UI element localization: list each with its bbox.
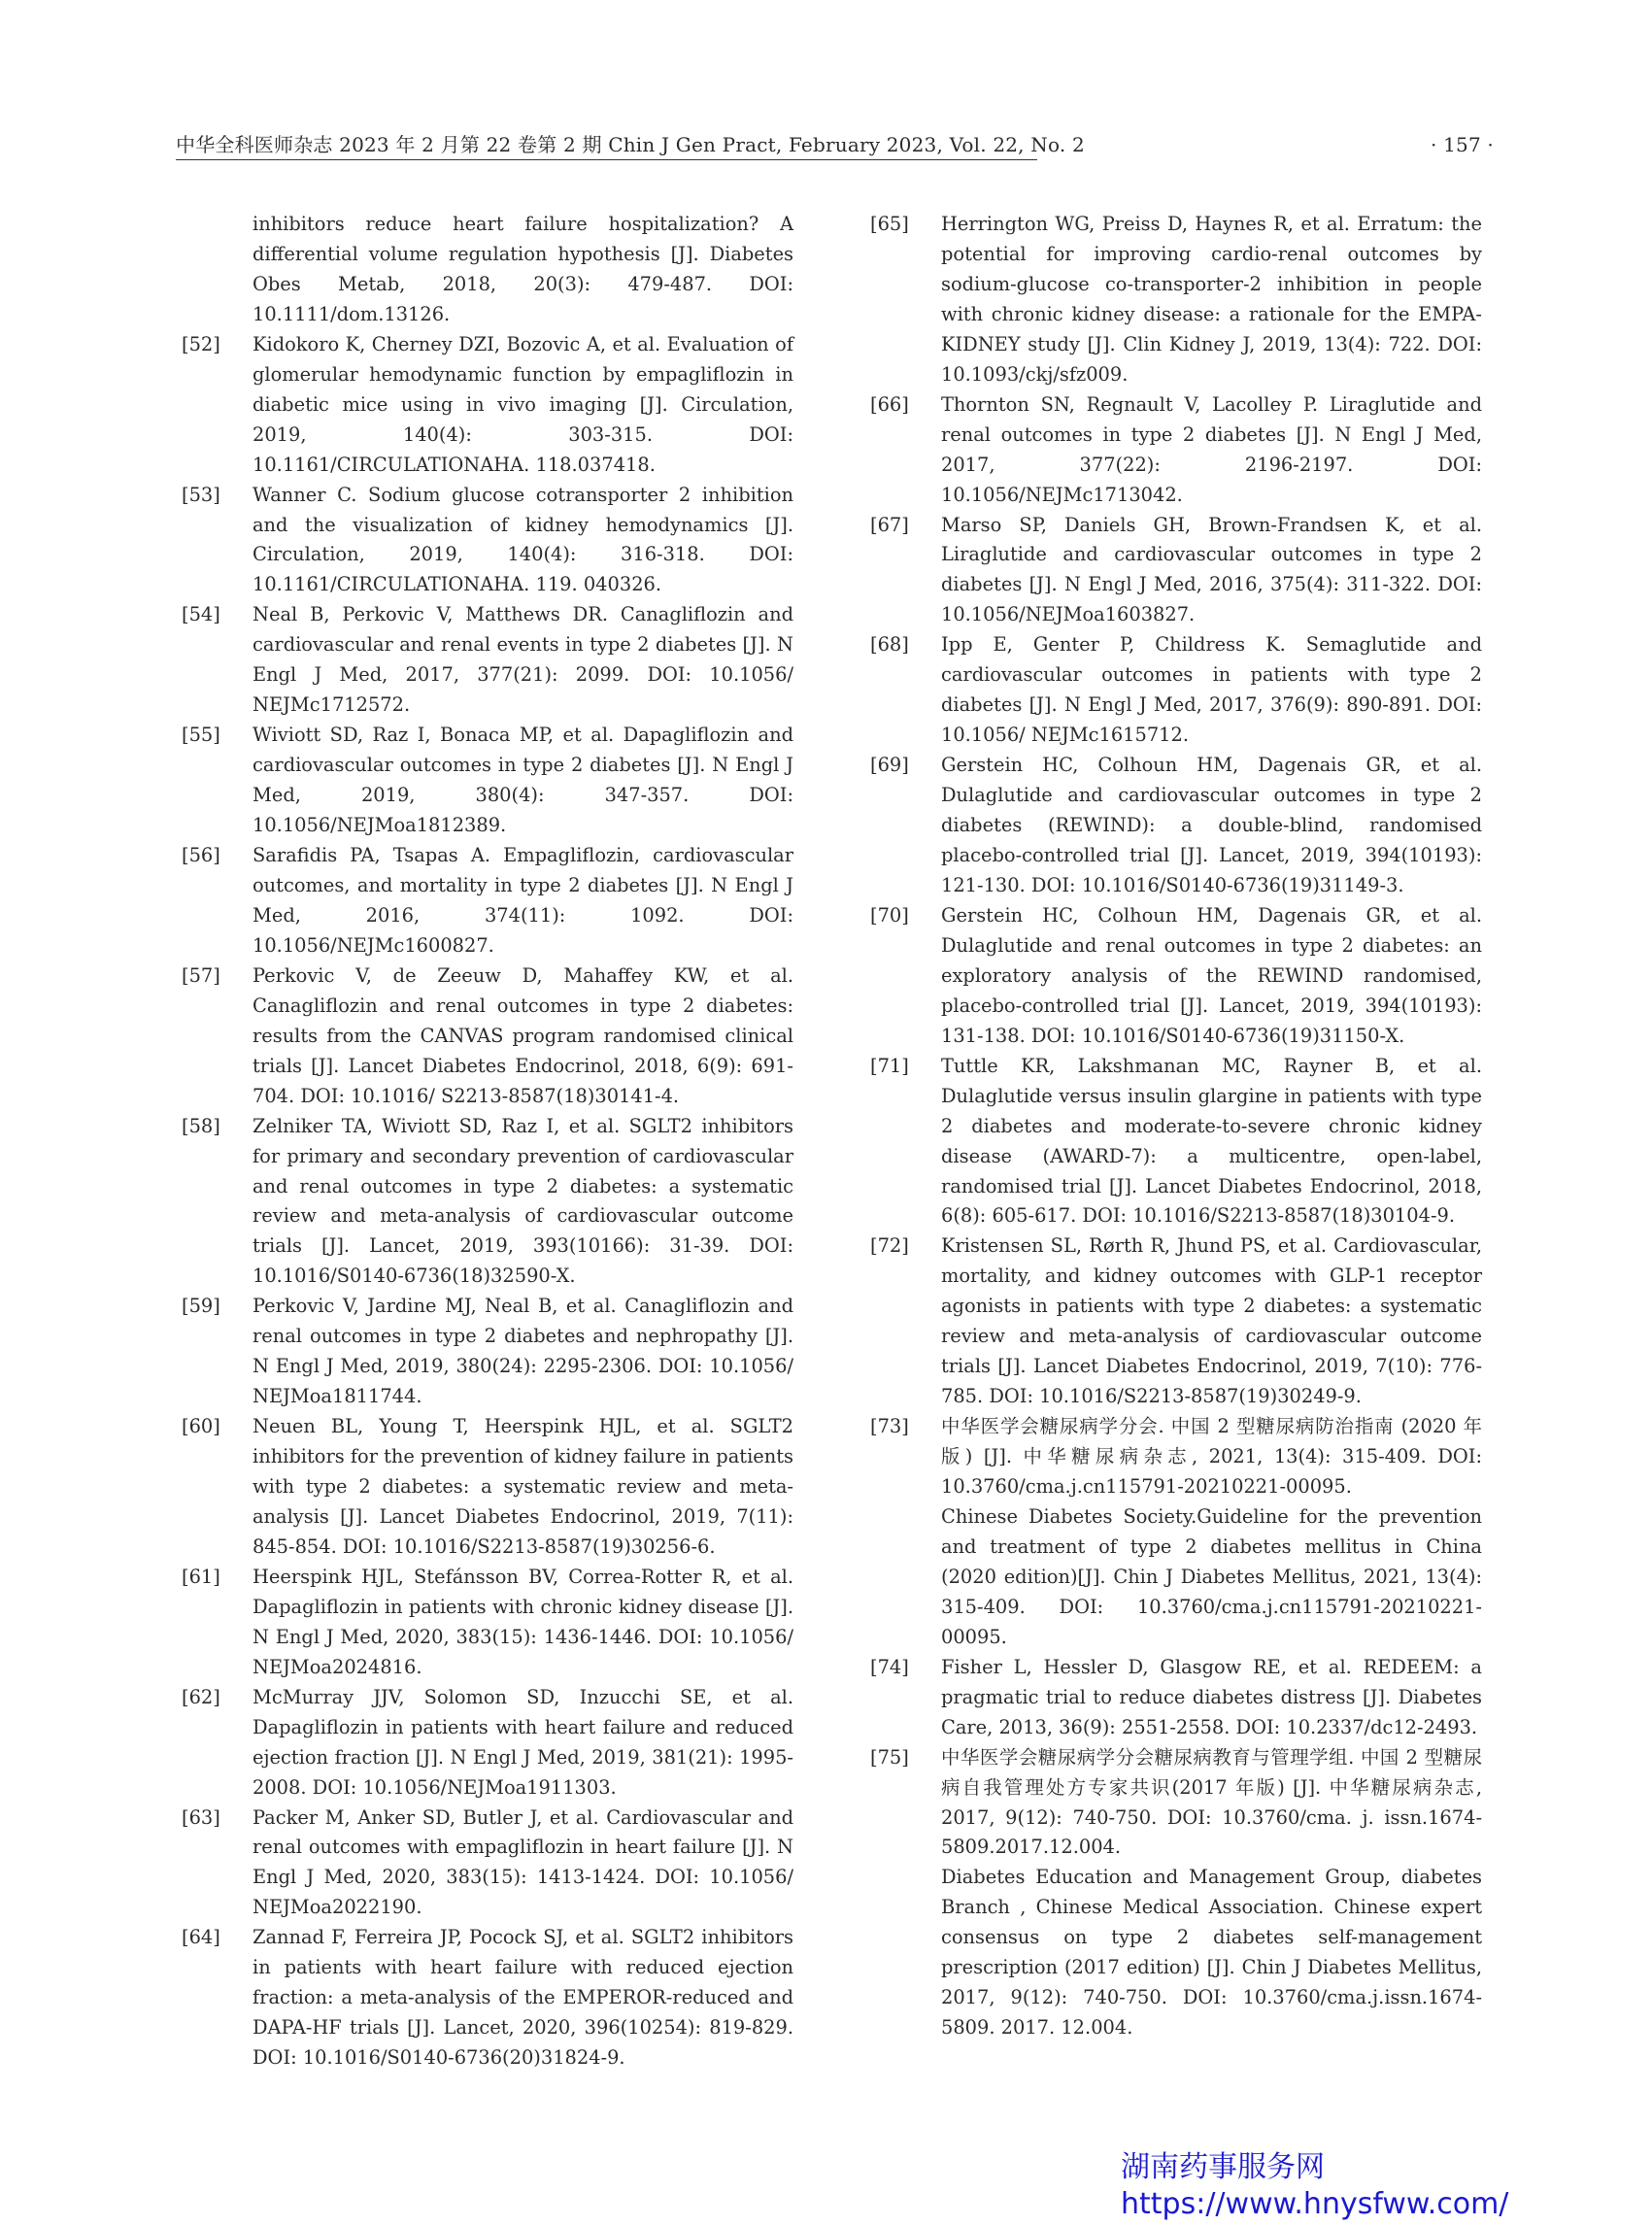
reference-number: [74] <box>870 1655 909 1678</box>
reference-number: [75] <box>870 1745 909 1769</box>
reference-66 <box>870 390 1482 511</box>
reference-text: Ipp E, Genter P, Childress K. Semaglutide and cardiovascular outcomes in patients with type 2 diabetes [J]. N Engl J Med, 2017, 376(9): 890-891. DOI: 10.1056/ NEJMc1615712. <box>941 633 1482 747</box>
reference-text: Wanner C. Sodium glucose cotransporter 2 inhibition and the visualization of kidney hemodynamics [J]. Circulation, 2019, 140(4): 316-318. DOI: 10.1161/CIRCULATIONAHA. 119. 040326. <box>253 483 793 596</box>
reference-text: Zelniker TA, Wiviott SD, Raz I, et al. SGLT2 inhibitors for primary and secondary prevention of cardiovascular and renal outcomes in type 2 diabetes: a systematic review and meta-analysis of cardiovascular outcome trials [J]. Lancet, 2019, 393(10166): 31-39. DOI: 10.1016/S0140-6736(18)32590-X. <box>253 1114 793 1288</box>
reference-text: Kidokoro K, Cherney DZI, Bozovic A, et al. Evaluation of glomerular hemodynamic function by empagliflozin in diabetic mice using in vivo imaging [J]. Circulation, 2019, 140(4): 303-315. DOI: 10.1161/CIRCULATIONAHA. 118.037418. <box>253 332 793 476</box>
reference-text: Herrington WG, Preiss D, Haynes R, et al. Erratum: the potential for improving cardio-renal outcomes by sodium-glucose co-transporter-2 inhibition in people with chronic kidney disease: a rationale for the EMPA-KIDNEY study [J]. Clin Kidney J, 2019, 13(4): 722. DOI: 10.1093/ckj/sfz009. <box>941 213 1482 386</box>
reference-58 <box>182 1112 793 1293</box>
reference-number: [72] <box>870 1234 909 1258</box>
reference-69 <box>870 751 1482 901</box>
reference-text: Marso SP, Daniels GH, Brown-Frandsen K, et al. Liraglutide and cardiovascular outcomes in type 2 diabetes [J]. N Engl J Med, 2016, 375(4): 311-322. DOI: 10.1056/NEJMoa1603827. <box>941 513 1482 626</box>
reference-number: [59] <box>182 1295 220 1318</box>
reference-text: Perkovic V, Jardine MJ, Neal B, et al. Canagliflozin and renal outcomes in type 2 diabetes and nephropathy [J]. N Engl J Med, 2019, 380(24): 2295-2306. DOI: 10.1056/ NEJMoa1811744. <box>253 1295 793 1408</box>
reference-text: Sarafidis PA, Tsapas A. Empagliflozin, cardiovascular outcomes, and mortality in type 2 diabetes [J]. N Engl J Med, 2016, 374(11): 1092. DOI: 10.1056/NEJMc1600827. <box>253 844 793 957</box>
reference-text: inhibitors reduce heart failure hospitalization? A differential volume regulation hypothesis [J]. Diabetes Obes Metab, 2018, 20(3): 479-487. DOI: 10.1111/dom.13126. <box>253 213 793 325</box>
reference-74 <box>870 1653 1482 1743</box>
reference-61 <box>182 1563 793 1683</box>
reference-number: [65] <box>870 213 909 235</box>
reference-65 <box>870 210 1482 390</box>
header-rule <box>176 159 1037 160</box>
reference-text: Wiviott SD, Raz I, Bonaca MP, et al. Dapagliflozin and cardiovascular outcomes in type 2 diabetes [J]. N Engl J Med, 2019, 380(4): 347-357. DOI: 10.1056/NEJMoa1812389. <box>253 724 793 837</box>
watermark-url-link[interactable]: https://www.hnysfww.com/ <box>1121 2187 1509 2221</box>
reference-number: [63] <box>182 1805 220 1829</box>
reference-text: Neuen BL, Young T, Heerspink HJL, et al. SGLT2 inhibitors for the prevention of kidney failure in patients with type 2 diabetes: a systematic review and meta-analysis [J]. Lancet Diabetes Endocrinol, 2019, 7(11): 845-854. DOI: 10.1016/S2213-8587(19)30256-6. <box>253 1415 793 1558</box>
site-watermark <box>1121 2149 1508 2223</box>
reference-number: [68] <box>870 633 909 657</box>
reference-number: [55] <box>182 724 220 747</box>
reference-text: Tuttle KR, Lakshmanan MC, Rayner B, et al. Dulaglutide versus insulin glargine in patients with type 2 diabetes and moderate-to-severe chronic kidney disease (AWARD-7): a multicentre, open-label, randomised trial [J]. Lancet Diabetes Endocrinol, 2018, 6(8): 605-617. DOI: 10.1016/S2213-8587(18)30104-9. <box>941 1054 1482 1228</box>
reference-text: Gerstein HC, Colhoun HM, Dagenais GR, et al. Dulaglutide and cardiovascular outcomes in type 2 diabetes (REWIND): a double-blind, randomised placebo-controlled trial [J]. Lancet, 2019, 394(10193): 121-130. DOI: 10.1016/S0140-6736(19)31149-3. <box>941 754 1482 896</box>
reference-text: Kristensen SL, Rørth R, Jhund PS, et al. Cardiovascular, mortality, and kidney outcomes with GLP-1 receptor agonists in patients with type 2 diabetes: a systematic review and meta-analysis of cardiovascular outcome trials [J]. Lancet Diabetes Endocrinol, 2019, 7(10): 776-785. DOI: 10.1016/S2213-8587(19)30249-9. <box>941 1234 1482 1408</box>
page-number: · 157 · <box>1430 133 1494 156</box>
reference-53 <box>182 481 793 601</box>
reference-number: [57] <box>182 963 220 987</box>
reference-text: Gerstein HC, Colhoun HM, Dagenais GR, et al. Dulaglutide and renal outcomes in type 2 diabetes: an exploratory analysis of the REWIND randomised, placebo-controlled trial [J]. Lancet, 2019, 394(10193): 131-138. DOI: 10.1016/S0140-6736(19)31150-X. <box>941 903 1482 1047</box>
reference-text: 中华医学会糖尿病学分会. 中国 2 型糖尿病防治指南 (2020 年版) [J]. 中华糖尿病杂志, 2021, 13(4): 315-409. DOI: 10.3760/cma.j.cn115791-20210221-00095. <box>941 1415 1482 1499</box>
reference-54 <box>182 600 793 721</box>
reference-number: [64] <box>182 1926 220 1949</box>
reference-number: [53] <box>182 483 220 506</box>
reference-number: [70] <box>870 903 909 927</box>
reference-55 <box>182 721 793 841</box>
reference-68 <box>870 630 1482 751</box>
reference-56 <box>182 841 793 961</box>
reference-text: Neal B, Perkovic V, Matthews DR. Canagliflozin and cardiovascular and renal events in type 2 diabetes [J]. N Engl J Med, 2017, 377(21): 2099. DOI: 10.1056/ NEJMc1712572. <box>253 603 793 717</box>
reference-number: [54] <box>182 603 220 626</box>
reference-52 <box>182 330 793 481</box>
reference-number: [58] <box>182 1114 220 1137</box>
reference-number: [60] <box>182 1415 220 1438</box>
references-right-column <box>870 210 1482 2043</box>
reference-number: [62] <box>182 1685 220 1708</box>
reference-text: 中华医学会糖尿病学分会糖尿病教育与管理学组. 中国 2 型糖尿病自我管理处方专家共识(2017 年版) [J]. 中华糖尿病杂志, 2017, 9(12): 740-750. DOI: 10.3760/cma. j. issn.1674-5809.2017.12.004. <box>941 1745 1482 1859</box>
reference-72 <box>870 1231 1482 1412</box>
references-left-column <box>182 210 793 2073</box>
reference-75 <box>870 1743 1482 2044</box>
reference-text: Heerspink HJL, Stefánsson BV, Correa-Rotter R, et al. Dapagliflozin in patients with chronic kidney disease [J]. N Engl J Med, 2020, 383(15): 1436-1446. DOI: 10.1056/ NEJMoa2024816. <box>253 1565 793 1678</box>
reference-text: Thornton SN, Regnault V, Lacolley P. Liraglutide and renal outcomes in type 2 diabetes [J]. N Engl J Med, 2017, 377(22): 2196-2197. DOI: 10.1056/NEJMc1713042. <box>941 392 1482 506</box>
reference-text: Packer M, Anker SD, Butler J, et al. Cardiovascular and renal outcomes with empagliflozin in heart failure [J]. N Engl J Med, 2020, 383(15): 1413-1424. DOI: 10.1056/ NEJMoa2022190. <box>253 1805 793 1919</box>
reference-text-english: Diabetes Education and Management Group, diabetes Branch , Chinese Medical Association. Chinese expert consensus on type 2 diabetes self-management prescription (2017 edition) [J]. Chin J Diabetes Mellitus, 2017, 9(12): 740-750. DOI: 10.3760/cma.j.issn.1674-5809. 2017. 12.004. <box>941 1866 1482 2040</box>
reference-number: [71] <box>870 1054 909 1077</box>
reference-number: [69] <box>870 754 909 777</box>
reference-number: [66] <box>870 392 909 416</box>
reference-number: [61] <box>182 1565 220 1588</box>
reference-70 <box>870 901 1482 1052</box>
reference-59 <box>182 1292 793 1412</box>
reference-63 <box>182 1804 793 1924</box>
reference-60 <box>182 1412 793 1563</box>
journal-citation-line: 中华全科医师杂志 2023 年 2 月第 22 卷第 2 期 Chin J Gen Pract, February 2023, Vol. 22, No. 2 <box>176 133 1085 156</box>
reference-text: Zannad F, Ferreira JP, Pocock SJ, et al. SGLT2 inhibitors in patients with heart failure with reduced ejection fraction: a meta-analysis of the EMPEROR-reduced and DAPA-HF trials [J]. Lancet, 2020, 396(10254): 819-829. DOI: 10.1016/S0140-6736(20)31824-9. <box>253 1926 793 2070</box>
reference-number: [67] <box>870 513 909 536</box>
reference-62 <box>182 1683 793 1804</box>
reference-57 <box>182 961 793 1112</box>
reference-text-english: Chinese Diabetes Society.Guideline for the prevention and treatment of type 2 diabetes mellitus in China (2020 edition)[J]. Chin J Diabetes Mellitus, 2021, 13(4): 315-409. DOI: 10.3760/cma.j.cn115791-20210221-00095. <box>941 1504 1482 1648</box>
reference-text: Fisher L, Hessler D, Glasgow RE, et al. REDEEM: a pragmatic trial to reduce diabetes distress [J]. Diabetes Care, 2013, 36(9): 2551-2558. DOI: 10.2337/dc12-2493. <box>941 1655 1482 1738</box>
reference-number: [73] <box>870 1415 909 1438</box>
reference-64 <box>182 1923 793 2073</box>
reference-73 <box>870 1412 1482 1653</box>
watermark-site-name: 湖南药事服务网 <box>1121 2150 1325 2184</box>
reference-continued <box>182 210 793 330</box>
reference-number: [52] <box>182 332 220 355</box>
reference-text: Perkovic V, de Zeeuw D, Mahaffey KW, et al. Canagliflozin and renal outcomes in type 2 diabetes: results from the CANVAS program randomised clinical trials [J]. Lancet Diabetes Endocrinol, 2018, 6(9): 691-704. DOI: 10.1016/ S2213-8587(18)30141-4. <box>253 963 793 1107</box>
reference-71 <box>870 1052 1482 1232</box>
reference-text: McMurray JJV, Solomon SD, Inzucchi SE, et al. Dapagliflozin in patients with heart failure and reduced ejection fraction [J]. N Engl J Med, 2019, 381(21): 1995-2008. DOI: 10.1056/NEJMoa1911303. <box>253 1685 793 1799</box>
reference-67 <box>870 511 1482 631</box>
reference-number: [56] <box>182 844 220 867</box>
